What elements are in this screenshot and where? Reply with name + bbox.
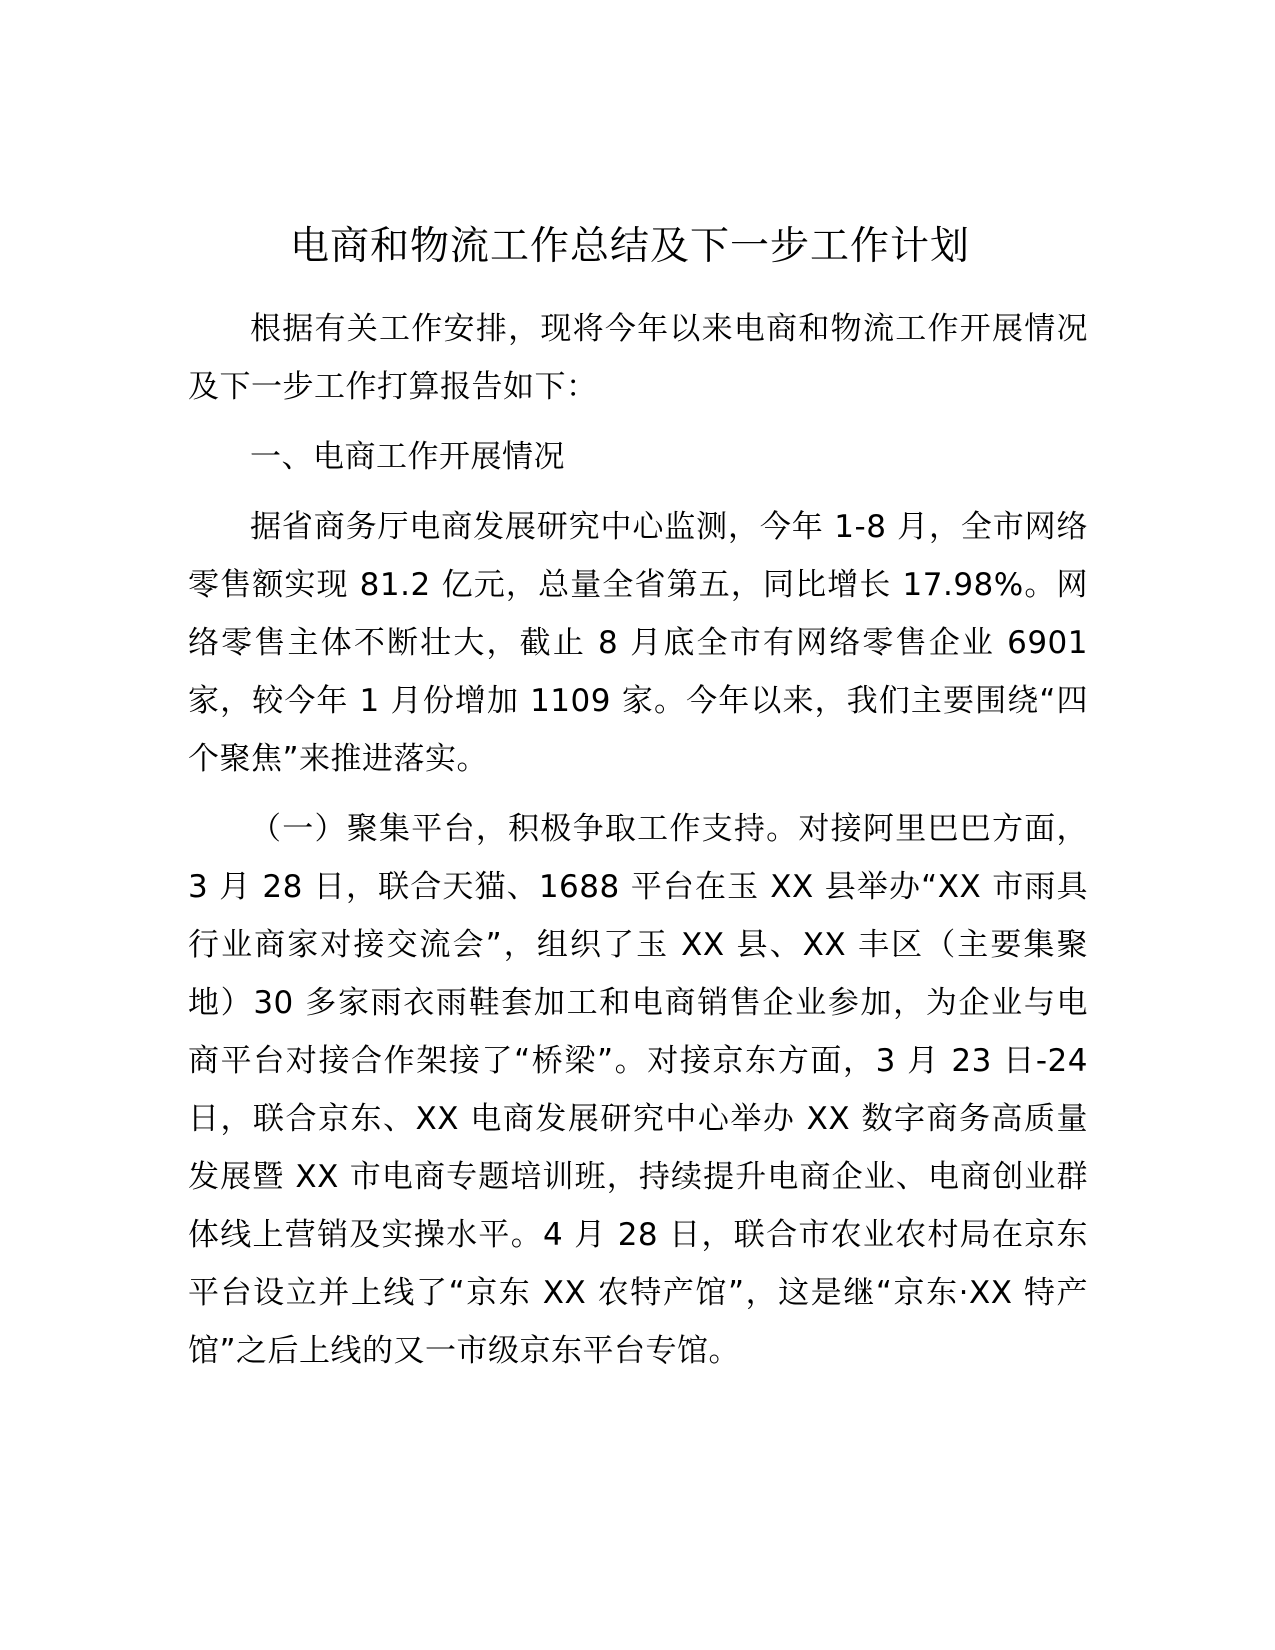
document-title: 电商和物流工作总结及下一步工作计划 (289, 224, 970, 269)
platform-focus-paragraph: （一）聚集平台，积极争取工作支持。对接阿里巴巴方面，3 月 28 日，联合天猫、1688 平台在玉 XX 县举办“XX 市雨具行业商家对接交流会”，组织了玉 XX 县、XX 丰区（主要集聚地）30 多家雨衣雨鞋套加工和电商销售企业参加，为企业与电商平台对接合作架接了“桥梁”。对接京东方面，3 月 23 日-24 日，联合京东、XX 电商发展研究中心举办 XX 数字商务高质量发展暨 XX 市电商专题培训班，持续提升电商企业、电商创业群体线上营销及实操水平。4 月 28 日，联合市农业农村局在京东平台设立并上线了“京东 XX 农特产馆”，这是继“京东·XX 特产馆”之后上线的又一市级京东平台专馆。 (188, 811, 1088, 1369)
document-body (188, 300, 1088, 1392)
ecommerce-stats-paragraph: 据省商务厅电商发展研究中心监测，今年 1-8 月，全市网络零售额实现 81.2 亿元，总量全省第五，同比增长 17.98%。网络零售主体不断壮大，截止 8 月底全市有网络零售企业 6901 家，较今年 1 月份增加 1109 家。今年以来，我们主要围绕“四个聚焦”来推进落实。 (188, 509, 1088, 777)
intro-paragraph: 根据有关工作安排，现将今年以来电商和物流工作开展情况及下一步工作打算报告如下： (188, 311, 1088, 405)
section-heading-ecommerce: 一、电商工作开展情况 (250, 439, 565, 475)
